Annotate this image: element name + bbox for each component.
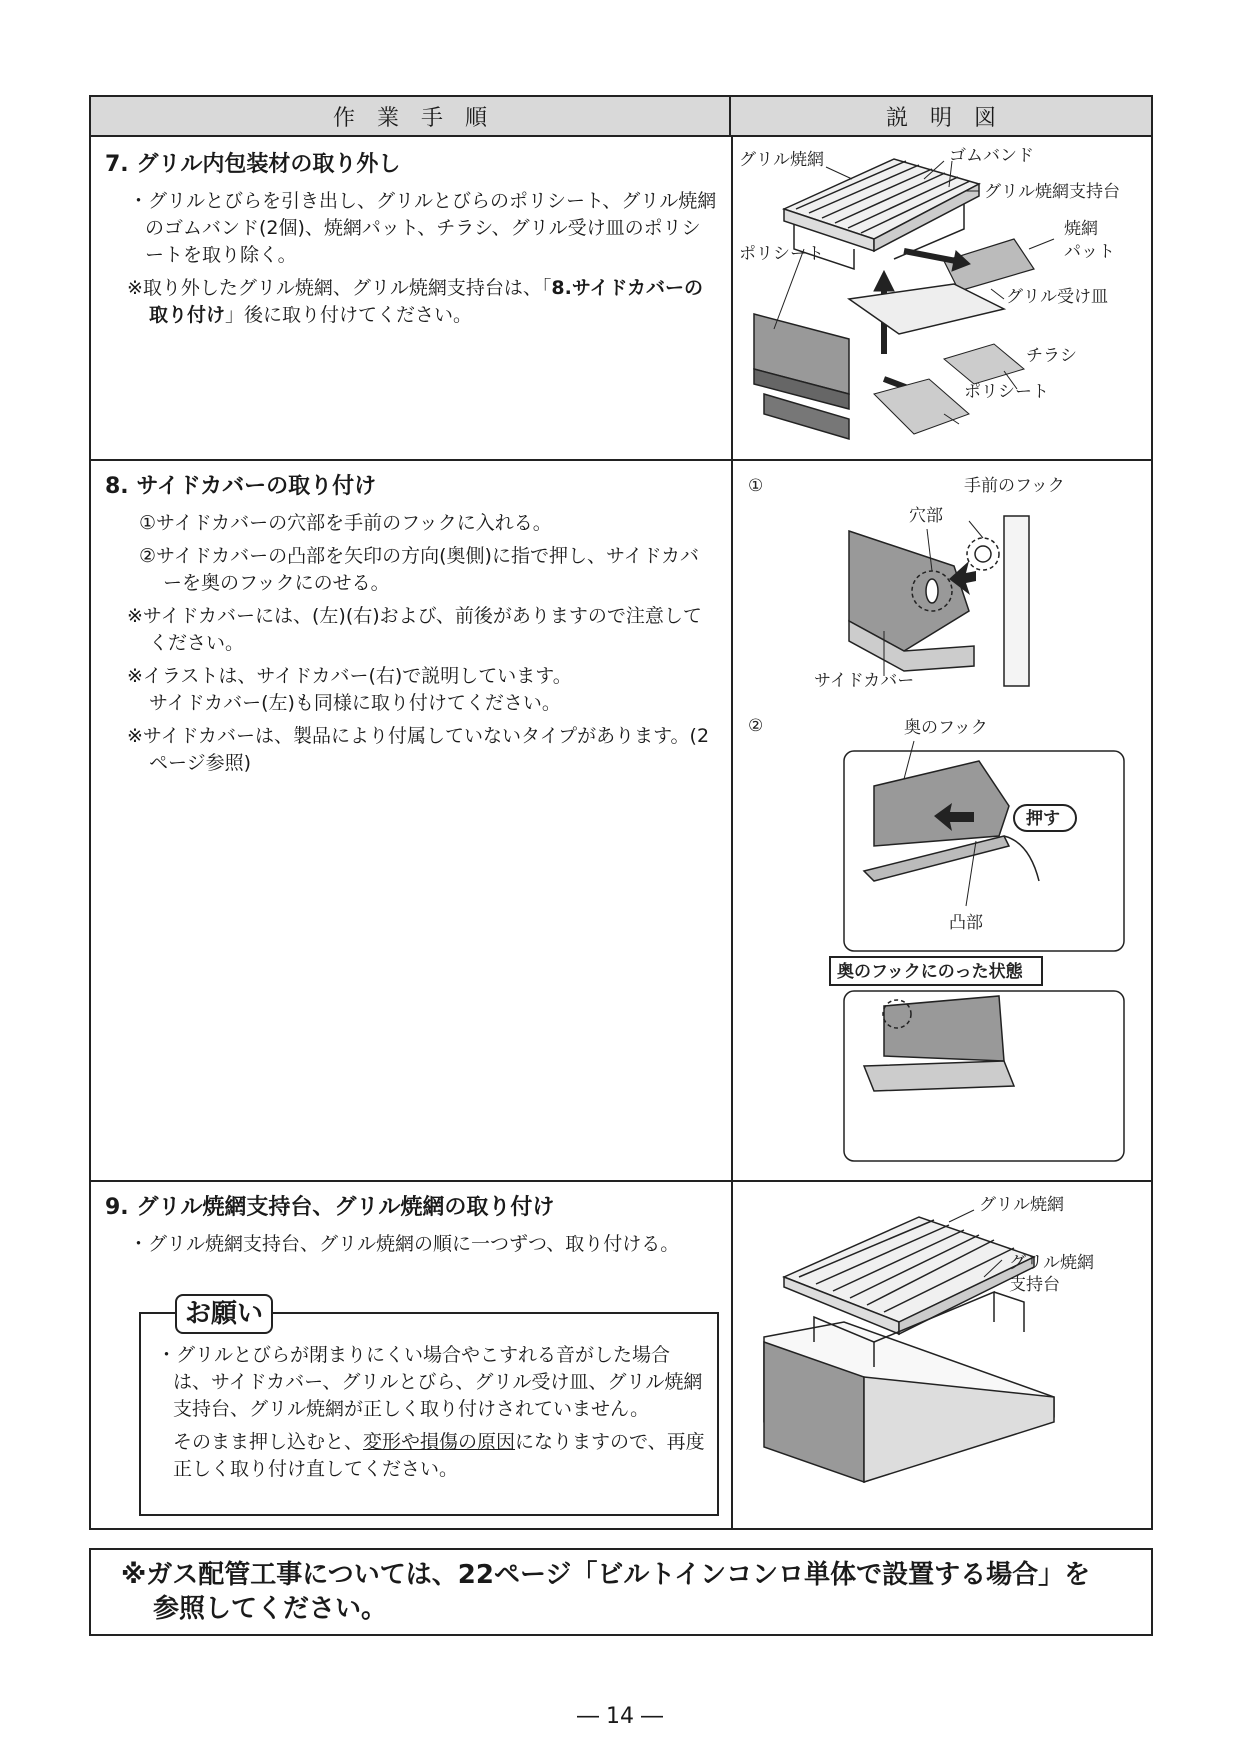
label-side-cover: サイドカバー: [814, 671, 915, 691]
step8-text: [105, 469, 717, 783]
label-state-caption: 奥のフックにのった状態: [837, 962, 1023, 982]
step7-bullet: ・グリルとびらを引き出し、グリルとびらのポリシート、グリル焼網のゴムバンド(2個)、焼網パット、チラシ、グリル受け皿のポリシートを取り除く。: [129, 190, 717, 266]
step7-title: 7. グリル内包装材の取り外し: [105, 152, 401, 177]
mark-1: ①: [748, 476, 764, 496]
column-divider: [731, 137, 733, 1528]
label-net-support: グリル焼網支持台: [984, 182, 1120, 202]
onegai-label: お願い: [175, 1294, 273, 1334]
step7-note: ※取り外したグリル焼網、グリル焼網支持台は、「8.サイドカバーの取り付け」後に取り付けてください。: [127, 277, 703, 326]
label-hole: 穴部: [909, 506, 943, 526]
step9-figure: [734, 1182, 1152, 1528]
label-back-hook: 奥のフック: [904, 718, 988, 738]
label-push: 押す: [1026, 809, 1060, 829]
label-net-pad-2: パット: [1064, 242, 1115, 262]
label-front-hook: 手前のフック: [964, 476, 1065, 496]
procedure-table: [89, 95, 1153, 1530]
step9-title: 9. グリル焼網支持台、グリル焼網の取り付け: [105, 1195, 555, 1220]
step8-item1: ①サイドカバーの穴部を手前のフックに入れる。: [139, 512, 552, 534]
footnote-line1: ※ガス配管工事については、22ページ「ビルトインコンロ単体で設置する場合」を: [121, 1560, 1091, 1590]
step9-bullet: ・グリル焼網支持台、グリル焼網の順に一つずつ、取り付ける。: [129, 1233, 680, 1255]
onegai-text2: そのまま押し込むと、変形や損傷の原因になりますので、再度正しく取り付け直してください。: [173, 1431, 705, 1480]
header-diagram: 説 明 図: [731, 97, 1151, 137]
page-number: ― 14 ―: [577, 1704, 663, 1729]
label-net-support-9-2: 支持台: [1009, 1275, 1060, 1295]
header-procedure: 作 業 手 順: [91, 97, 731, 137]
label-net-support-9-1: グリル焼網: [1009, 1253, 1094, 1273]
label-grill-net-9: グリル焼網: [979, 1195, 1064, 1215]
onegai-body: [155, 1342, 707, 1489]
step8-title: 8. サイドカバーの取り付け: [105, 474, 377, 499]
flyer-drawing: [944, 344, 1024, 384]
gas-piping-footnote: [89, 1548, 1153, 1636]
side-cover-2-drawing: [844, 741, 1124, 951]
label-poly-sheet-bottom: ポリシート: [964, 382, 1049, 402]
label-grill-net: グリル焼網: [739, 150, 824, 170]
step7-text: [105, 147, 717, 335]
label-rubber-band: ゴムバンド: [949, 146, 1034, 166]
poly-sheet-bottom-drawing: [874, 379, 969, 434]
label-tray: グリル受け皿: [1006, 287, 1108, 307]
step8-note1: ※サイドカバーには、(左)(右)および、前後がありますので注意してください。: [127, 605, 702, 654]
label-protrusion: 凸部: [949, 913, 983, 933]
onegai-box: [139, 1299, 719, 1516]
label-flyer: チラシ: [1026, 346, 1077, 366]
label-net-pad-1: 焼網: [1064, 219, 1098, 239]
footnote-line2: 参照してください。: [153, 1594, 388, 1624]
mark-2: ②: [748, 716, 764, 736]
step7-figure: [734, 139, 1152, 457]
side-cover-3-drawing: [844, 991, 1124, 1161]
step9-text: [105, 1190, 717, 1264]
step8-figure: [734, 461, 1152, 1179]
onegai-text1: ・グリルとびらが閉まりにくい場合やこすれる音がした場合は、サイドカバー、グリルとびら、グリル受け皿、グリル焼網支持台、グリル焼網が正しく取り付けされていません。: [157, 1344, 703, 1420]
step8-item2: ②サイドカバーの凸部を矢印の方向(奥側)に指で押し、サイドカバーを奥のフックにのせる。: [139, 545, 700, 594]
side-cover-1-drawing: [849, 516, 1029, 686]
step8-note3: ※サイドカバーは、製品により付属していないタイプがあります。(2ページ参照): [127, 725, 710, 774]
step8-note2: ※イラストは、サイドカバー(右)で説明しています。 サイドカバー(左)も同様に取り付けてください。: [127, 665, 572, 714]
label-poly-sheet-top: ポリシート: [739, 244, 824, 264]
